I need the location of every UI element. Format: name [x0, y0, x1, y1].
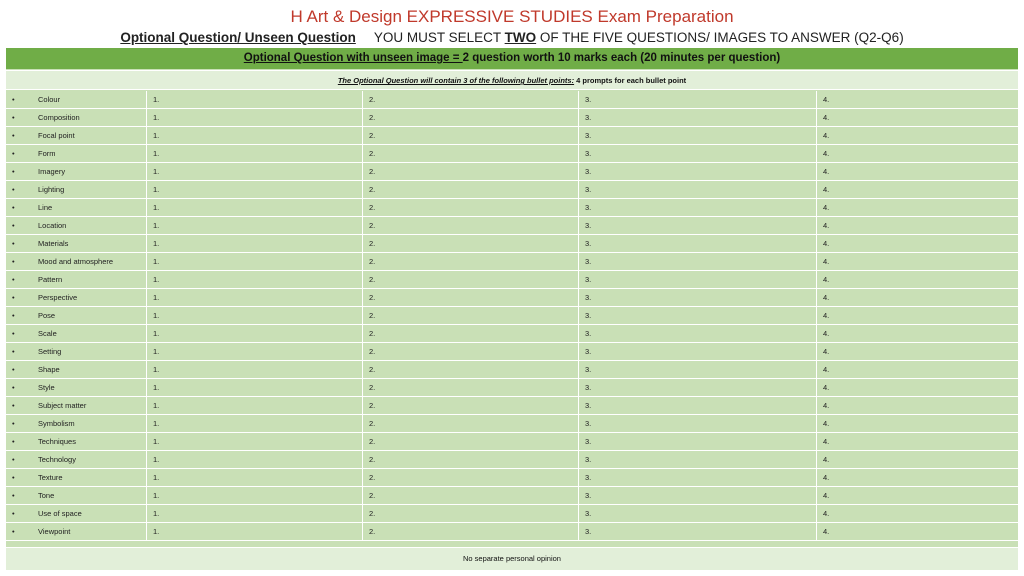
bullet-icon: •	[12, 113, 15, 122]
prompt-cell-2: 2.	[362, 433, 578, 450]
prompt-cell-2: 2.	[362, 307, 578, 324]
row-label: Perspective	[38, 293, 78, 302]
table-row	[6, 145, 1018, 163]
table-row	[6, 361, 1018, 379]
prompt-cell-2: 2.	[362, 451, 578, 468]
bullet-icon: •	[12, 203, 15, 212]
prompt-cell-4: 4.	[816, 379, 1018, 396]
prompt-cell-2: 2.	[362, 127, 578, 144]
bullet-icon: •	[12, 149, 15, 158]
prompt-cell-2: 2.	[362, 397, 578, 414]
row-label: Colour	[38, 95, 61, 104]
row-label: Lighting	[38, 185, 65, 194]
header-rest: 2 question worth 10 marks each (20 minutes per question)	[462, 52, 781, 64]
bullet-icon: •	[12, 419, 15, 428]
prompt-cell-4: 4.	[816, 325, 1018, 342]
bullet-icon: •	[12, 221, 15, 230]
table-row	[6, 199, 1018, 217]
bullet-icon: •	[12, 131, 15, 140]
prompt-cell-1: 1.	[146, 451, 362, 468]
subtitle-question-type: Optional Question/ Unseen Question	[120, 30, 356, 45]
prompt-cell-1: 1.	[146, 415, 362, 432]
prompt-cell-1: 1.	[146, 145, 362, 162]
row-label: Line	[38, 203, 53, 212]
prompt-cell-4: 4.	[816, 235, 1018, 252]
prompt-cell-3: 3.	[578, 91, 816, 108]
row-label: Technology	[38, 455, 76, 464]
prompt-cell-4: 4.	[816, 397, 1018, 414]
table-note	[6, 70, 1018, 90]
row-label: Scale	[38, 329, 57, 338]
prompt-cell-2: 2.	[362, 91, 578, 108]
bullet-icon: •	[12, 185, 15, 194]
bullet-icon: •	[12, 437, 15, 446]
bullet-icon: •	[12, 383, 15, 392]
prompt-cell-3: 3.	[578, 181, 816, 198]
prompt-cell-2: 2.	[362, 271, 578, 288]
bullet-icon: •	[12, 491, 15, 500]
prompt-cell-4: 4.	[816, 199, 1018, 216]
row-label: Composition	[38, 113, 80, 122]
table-row	[6, 163, 1018, 181]
prompt-cell-2: 2.	[362, 253, 578, 270]
table-row	[6, 235, 1018, 253]
row-label: Mood and atmosphere	[38, 257, 114, 266]
prompt-cell-3: 3.	[578, 397, 816, 414]
row-label: Use of space	[38, 509, 82, 518]
prompt-cell-1: 1.	[146, 469, 362, 486]
row-label: Setting	[38, 347, 62, 356]
prompt-cell-1: 1.	[146, 235, 362, 252]
row-label: Techniques	[38, 437, 76, 446]
prompt-cell-3: 3.	[578, 361, 816, 378]
prompt-cell-3: 3.	[578, 145, 816, 162]
subtitle-instruction-pre: YOU MUST SELECT	[373, 30, 505, 45]
prompt-cell-2: 2.	[362, 343, 578, 360]
prompt-cell-3: 3.	[578, 235, 816, 252]
prompt-cell-2: 2.	[362, 523, 578, 540]
prompt-cell-4: 4.	[816, 91, 1018, 108]
prompt-cell-3: 3.	[578, 505, 816, 522]
row-label: Symbolism	[38, 419, 75, 428]
prompt-cell-1: 1.	[146, 307, 362, 324]
row-label: Texture	[38, 473, 63, 482]
table-row	[6, 397, 1018, 415]
row-label: Subject matter	[38, 401, 87, 410]
table-row	[6, 253, 1018, 271]
prompt-cell-1: 1.	[146, 523, 362, 540]
row-label: Shape	[38, 365, 60, 374]
prompt-cell-4: 4.	[816, 343, 1018, 360]
prompt-cell-4: 4.	[816, 271, 1018, 288]
prompt-cell-3: 3.	[578, 487, 816, 504]
prompt-cell-1: 1.	[146, 163, 362, 180]
table-row	[6, 433, 1018, 451]
prompt-cell-2: 2.	[362, 199, 578, 216]
prompt-cell-2: 2.	[362, 181, 578, 198]
prompt-cell-1: 1.	[146, 289, 362, 306]
table-row	[6, 487, 1018, 505]
prompt-cell-3: 3.	[578, 271, 816, 288]
prompt-cell-3: 3.	[578, 343, 816, 360]
prompt-cell-1: 1.	[146, 109, 362, 126]
table-row	[6, 109, 1018, 127]
prompt-cell-2: 2.	[362, 109, 578, 126]
table-body	[6, 91, 1018, 541]
prompt-cell-4: 4.	[816, 127, 1018, 144]
bullet-icon: •	[12, 401, 15, 410]
prompt-cell-2: 2.	[362, 325, 578, 342]
prompt-cell-1: 1.	[146, 433, 362, 450]
note-italic: The Optional Question will contain 3 of the following bullet points:	[337, 76, 575, 85]
prompt-cell-1: 1.	[146, 343, 362, 360]
prompt-cell-3: 3.	[578, 325, 816, 342]
prompt-cell-1: 1.	[146, 199, 362, 216]
prompt-cell-3: 3.	[578, 199, 816, 216]
prompt-cell-2: 2.	[362, 289, 578, 306]
row-label: Tone	[38, 491, 55, 500]
prompt-cell-4: 4.	[816, 523, 1018, 540]
prompt-cell-2: 2.	[362, 415, 578, 432]
prompt-cell-1: 1.	[146, 181, 362, 198]
prompt-cell-4: 4.	[816, 487, 1018, 504]
prompt-cell-3: 3.	[578, 109, 816, 126]
table-row	[6, 307, 1018, 325]
row-label: Form	[38, 149, 56, 158]
prompt-cell-2: 2.	[362, 235, 578, 252]
prompt-cell-3: 3.	[578, 379, 816, 396]
prompts-table	[6, 48, 1018, 570]
row-label: Pattern	[38, 275, 63, 284]
table-row	[6, 289, 1018, 307]
prompt-cell-1: 1.	[146, 379, 362, 396]
prompt-cell-2: 2.	[362, 379, 578, 396]
table-row	[6, 505, 1018, 523]
subtitle-instruction-post: OF THE FIVE QUESTIONS/ IMAGES TO ANSWER (Q2-Q6)	[536, 30, 904, 45]
subtitle-instruction-emphasis: TWO	[504, 30, 537, 45]
table-row	[6, 217, 1018, 235]
prompt-cell-1: 1.	[146, 271, 362, 288]
table-header	[6, 48, 1018, 69]
prompt-cell-1: 1.	[146, 325, 362, 342]
prompt-cell-3: 3.	[578, 415, 816, 432]
prompt-cell-4: 4.	[816, 109, 1018, 126]
bullet-icon: •	[12, 365, 15, 374]
prompt-cell-1: 1.	[146, 505, 362, 522]
bullet-icon: •	[12, 257, 15, 266]
prompt-cell-4: 4.	[816, 181, 1018, 198]
prompt-cell-4: 4.	[816, 163, 1018, 180]
prompt-cell-3: 3.	[578, 127, 816, 144]
prompt-cell-1: 1.	[146, 91, 362, 108]
header-underlined: Optional Question with unseen image =	[243, 52, 463, 64]
table-row	[6, 127, 1018, 145]
prompt-cell-4: 4.	[816, 505, 1018, 522]
prompt-cell-2: 2.	[362, 487, 578, 504]
prompt-cell-4: 4.	[816, 451, 1018, 468]
prompt-cell-3: 3.	[578, 433, 816, 450]
prompt-cell-3: 3.	[578, 253, 816, 270]
prompt-cell-4: 4.	[816, 415, 1018, 432]
bullet-icon: •	[12, 455, 15, 464]
prompt-cell-3: 3.	[578, 523, 816, 540]
bullet-icon: •	[12, 167, 15, 176]
bullet-icon: •	[12, 347, 15, 356]
prompt-cell-1: 1.	[146, 397, 362, 414]
prompt-cell-3: 3.	[578, 289, 816, 306]
row-label: Focal point	[38, 131, 75, 140]
prompt-cell-3: 3.	[578, 163, 816, 180]
prompt-cell-4: 4.	[816, 289, 1018, 306]
table-row	[6, 343, 1018, 361]
table-row	[6, 451, 1018, 469]
prompt-cell-3: 3.	[578, 469, 816, 486]
prompt-cell-2: 2.	[362, 163, 578, 180]
bullet-icon: •	[12, 95, 15, 104]
prompt-cell-4: 4.	[816, 145, 1018, 162]
bullet-icon: •	[12, 293, 15, 302]
prompt-cell-3: 3.	[578, 217, 816, 234]
table-row	[6, 379, 1018, 397]
prompt-cell-4: 4.	[816, 217, 1018, 234]
row-label: Viewpoint	[38, 527, 71, 536]
table-row	[6, 469, 1018, 487]
table-row	[6, 523, 1018, 541]
prompt-cell-2: 2.	[362, 505, 578, 522]
bullet-icon: •	[12, 509, 15, 518]
table-row	[6, 181, 1018, 199]
table-row	[6, 91, 1018, 109]
table-footer: No separate personal opinion	[6, 547, 1018, 570]
prompt-cell-2: 2.	[362, 217, 578, 234]
row-label: Materials	[38, 239, 69, 248]
bullet-icon: •	[12, 329, 15, 338]
prompt-cell-1: 1.	[146, 361, 362, 378]
page-title: H Art & Design EXPRESSIVE STUDIES Exam Preparation	[290, 7, 734, 26]
prompt-cell-1: 1.	[146, 217, 362, 234]
prompt-cell-2: 2.	[362, 361, 578, 378]
note-after: 4 prompts for each bullet point	[574, 76, 687, 85]
bullet-icon: •	[12, 311, 15, 320]
prompt-cell-4: 4.	[816, 253, 1018, 270]
row-label: Location	[38, 221, 67, 230]
prompt-cell-2: 2.	[362, 469, 578, 486]
prompt-cell-4: 4.	[816, 361, 1018, 378]
table-row	[6, 325, 1018, 343]
prompt-cell-4: 4.	[816, 469, 1018, 486]
page-subtitle	[0, 29, 1024, 47]
bullet-icon: •	[12, 275, 15, 284]
table-row	[6, 415, 1018, 433]
prompt-cell-1: 1.	[146, 487, 362, 504]
prompt-cell-1: 1.	[146, 253, 362, 270]
row-label: Pose	[38, 311, 56, 320]
row-label: Imagery	[38, 167, 66, 176]
prompt-cell-1: 1.	[146, 127, 362, 144]
bullet-icon: •	[12, 527, 15, 536]
prompt-cell-3: 3.	[578, 307, 816, 324]
prompt-cell-4: 4.	[816, 433, 1018, 450]
bullet-icon: •	[12, 239, 15, 248]
prompt-cell-3: 3.	[578, 451, 816, 468]
table-row	[6, 271, 1018, 289]
prompt-cell-2: 2.	[362, 145, 578, 162]
row-label: Style	[38, 383, 55, 392]
prompt-cell-4: 4.	[816, 307, 1018, 324]
bullet-icon: •	[12, 473, 15, 482]
